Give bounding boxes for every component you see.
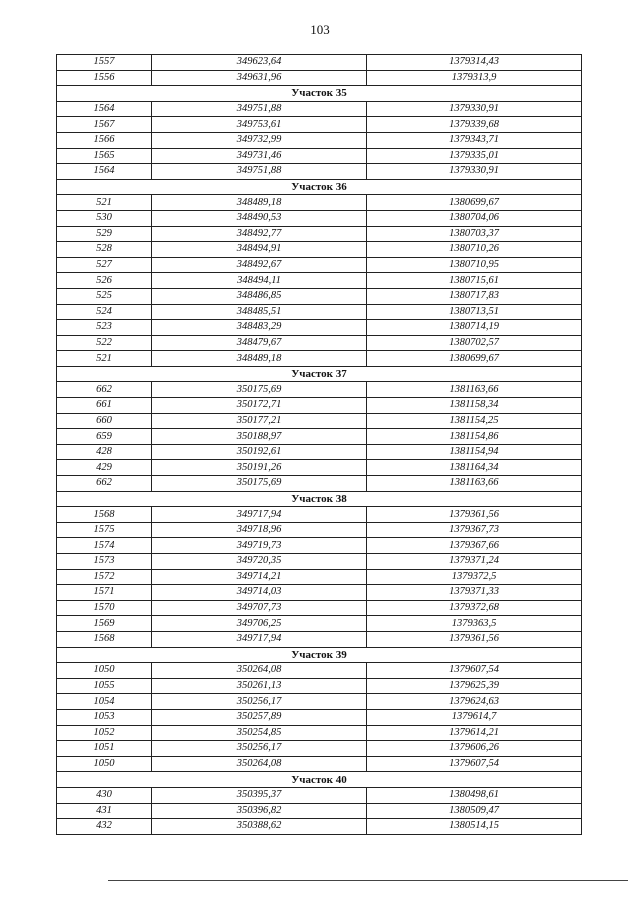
- point-number-cell: 523: [57, 320, 152, 336]
- y-coordinate-cell: 1379367,73: [367, 522, 582, 538]
- y-coordinate-cell: 1379314,43: [367, 55, 582, 71]
- y-coordinate-cell: 1380514,15: [367, 819, 582, 835]
- table-row: [57, 476, 582, 492]
- point-number-cell: 527: [57, 257, 152, 273]
- y-coordinate-cell: 1380699,67: [367, 351, 582, 367]
- section-header-row: [57, 86, 582, 102]
- table-row: [57, 554, 582, 570]
- y-coordinate-cell: 1381154,94: [367, 444, 582, 460]
- table-row: [57, 351, 582, 367]
- x-coordinate-cell: 350188,97: [152, 429, 367, 445]
- point-number-cell: 1050: [57, 756, 152, 772]
- section-title: Участок 39: [57, 647, 582, 663]
- x-coordinate-cell: 350172,71: [152, 398, 367, 414]
- table-row: [57, 787, 582, 803]
- x-coordinate-cell: 350191,26: [152, 460, 367, 476]
- point-number-cell: 524: [57, 304, 152, 320]
- point-number-cell: 1055: [57, 678, 152, 694]
- point-number-cell: 1565: [57, 148, 152, 164]
- y-coordinate-cell: 1379371,33: [367, 585, 582, 601]
- y-coordinate-cell: 1379361,56: [367, 631, 582, 647]
- point-number-cell: 1054: [57, 694, 152, 710]
- table-row: [57, 631, 582, 647]
- point-number-cell: 528: [57, 242, 152, 258]
- x-coordinate-cell: 350396,82: [152, 803, 367, 819]
- coordinates-table-body: [57, 55, 582, 835]
- y-coordinate-cell: 1379372,5: [367, 569, 582, 585]
- point-number-cell: 1564: [57, 101, 152, 117]
- point-number-cell: 1574: [57, 538, 152, 554]
- y-coordinate-cell: 1379371,24: [367, 554, 582, 570]
- table-row: [57, 725, 582, 741]
- y-coordinate-cell: 1381154,86: [367, 429, 582, 445]
- table-row: [57, 70, 582, 86]
- x-coordinate-cell: 350257,89: [152, 709, 367, 725]
- y-coordinate-cell: 1379372,68: [367, 600, 582, 616]
- x-coordinate-cell: 349714,21: [152, 569, 367, 585]
- x-coordinate-cell: 349631,96: [152, 70, 367, 86]
- table-row: [57, 616, 582, 632]
- x-coordinate-cell: 349717,94: [152, 507, 367, 523]
- point-number-cell: 662: [57, 476, 152, 492]
- x-coordinate-cell: 349707,73: [152, 600, 367, 616]
- table-row: [57, 460, 582, 476]
- point-number-cell: 431: [57, 803, 152, 819]
- coordinates-table: [56, 54, 582, 835]
- y-coordinate-cell: 1379625,39: [367, 678, 582, 694]
- x-coordinate-cell: 349714,03: [152, 585, 367, 601]
- y-coordinate-cell: 1380710,26: [367, 242, 582, 258]
- y-coordinate-cell: 1381154,25: [367, 413, 582, 429]
- y-coordinate-cell: 1379606,26: [367, 741, 582, 757]
- y-coordinate-cell: 1379624,63: [367, 694, 582, 710]
- x-coordinate-cell: 348483,29: [152, 320, 367, 336]
- table-row: [57, 694, 582, 710]
- table-row: [57, 288, 582, 304]
- point-number-cell: 1564: [57, 164, 152, 180]
- x-coordinate-cell: 348486,85: [152, 288, 367, 304]
- table-row: [57, 398, 582, 414]
- table-row: [57, 709, 582, 725]
- y-coordinate-cell: 1379335,01: [367, 148, 582, 164]
- point-number-cell: 429: [57, 460, 152, 476]
- table-row: [57, 101, 582, 117]
- x-coordinate-cell: 350261,13: [152, 678, 367, 694]
- table-row: [57, 257, 582, 273]
- table-row: [57, 569, 582, 585]
- section-header-row: [57, 179, 582, 195]
- section-title: Участок 35: [57, 86, 582, 102]
- point-number-cell: 521: [57, 351, 152, 367]
- table-row: [57, 273, 582, 289]
- table-row: [57, 132, 582, 148]
- y-coordinate-cell: 1379361,56: [367, 507, 582, 523]
- x-coordinate-cell: 349732,99: [152, 132, 367, 148]
- point-number-cell: 1567: [57, 117, 152, 133]
- x-coordinate-cell: 350192,61: [152, 444, 367, 460]
- y-coordinate-cell: 1380703,37: [367, 226, 582, 242]
- table-row: [57, 210, 582, 226]
- point-number-cell: 1556: [57, 70, 152, 86]
- x-coordinate-cell: 350177,21: [152, 413, 367, 429]
- section-title: Участок 40: [57, 772, 582, 788]
- table-row: [57, 741, 582, 757]
- point-number-cell: 1557: [57, 55, 152, 71]
- point-number-cell: 1572: [57, 569, 152, 585]
- y-coordinate-cell: 1381164,34: [367, 460, 582, 476]
- y-coordinate-cell: 1380509,47: [367, 803, 582, 819]
- table-row: [57, 320, 582, 336]
- point-number-cell: 1573: [57, 554, 152, 570]
- x-coordinate-cell: 348485,51: [152, 304, 367, 320]
- point-number-cell: 1568: [57, 507, 152, 523]
- x-coordinate-cell: 350264,08: [152, 663, 367, 679]
- x-coordinate-cell: 350254,85: [152, 725, 367, 741]
- bottom-divider: [108, 880, 628, 881]
- table-row: [57, 522, 582, 538]
- y-coordinate-cell: 1379343,71: [367, 132, 582, 148]
- x-coordinate-cell: 348494,11: [152, 273, 367, 289]
- point-number-cell: 430: [57, 787, 152, 803]
- table-row: [57, 413, 582, 429]
- table-row: [57, 756, 582, 772]
- point-number-cell: 659: [57, 429, 152, 445]
- table-row: [57, 195, 582, 211]
- x-coordinate-cell: 348492,67: [152, 257, 367, 273]
- y-coordinate-cell: 1379607,54: [367, 663, 582, 679]
- x-coordinate-cell: 349718,96: [152, 522, 367, 538]
- point-number-cell: 1052: [57, 725, 152, 741]
- point-number-cell: 1566: [57, 132, 152, 148]
- x-coordinate-cell: 349719,73: [152, 538, 367, 554]
- table-row: [57, 663, 582, 679]
- x-coordinate-cell: 348479,67: [152, 335, 367, 351]
- y-coordinate-cell: 1379607,54: [367, 756, 582, 772]
- point-number-cell: 1570: [57, 600, 152, 616]
- x-coordinate-cell: 348492,77: [152, 226, 367, 242]
- table-row: [57, 242, 582, 258]
- section-header-row: [57, 772, 582, 788]
- table-row: [57, 429, 582, 445]
- x-coordinate-cell: 350395,37: [152, 787, 367, 803]
- x-coordinate-cell: 349731,46: [152, 148, 367, 164]
- x-coordinate-cell: 349753,61: [152, 117, 367, 133]
- point-number-cell: 428: [57, 444, 152, 460]
- x-coordinate-cell: 348490,53: [152, 210, 367, 226]
- table-row: [57, 803, 582, 819]
- y-coordinate-cell: 1379367,66: [367, 538, 582, 554]
- x-coordinate-cell: 350264,08: [152, 756, 367, 772]
- point-number-cell: 521: [57, 195, 152, 211]
- point-number-cell: 1051: [57, 741, 152, 757]
- x-coordinate-cell: 349720,35: [152, 554, 367, 570]
- y-coordinate-cell: 1380699,67: [367, 195, 582, 211]
- point-number-cell: 530: [57, 210, 152, 226]
- section-header-row: [57, 647, 582, 663]
- table-row: [57, 507, 582, 523]
- y-coordinate-cell: 1380714,19: [367, 320, 582, 336]
- x-coordinate-cell: 350256,17: [152, 741, 367, 757]
- point-number-cell: 1571: [57, 585, 152, 601]
- table-row: [57, 226, 582, 242]
- y-coordinate-cell: 1381163,66: [367, 476, 582, 492]
- page-number: 103: [310, 22, 330, 37]
- y-coordinate-cell: 1381163,66: [367, 382, 582, 398]
- point-number-cell: 1568: [57, 631, 152, 647]
- x-coordinate-cell: 350388,62: [152, 819, 367, 835]
- y-coordinate-cell: 1380713,51: [367, 304, 582, 320]
- x-coordinate-cell: 348494,91: [152, 242, 367, 258]
- table-row: [57, 819, 582, 835]
- point-number-cell: 1053: [57, 709, 152, 725]
- y-coordinate-cell: 1380710,95: [367, 257, 582, 273]
- y-coordinate-cell: 1380715,61: [367, 273, 582, 289]
- x-coordinate-cell: 349623,64: [152, 55, 367, 71]
- x-coordinate-cell: 349717,94: [152, 631, 367, 647]
- section-title: Участок 36: [57, 179, 582, 195]
- table-row: [57, 444, 582, 460]
- point-number-cell: 660: [57, 413, 152, 429]
- point-number-cell: 526: [57, 273, 152, 289]
- table-row: [57, 600, 582, 616]
- x-coordinate-cell: 348489,18: [152, 195, 367, 211]
- table-row: [57, 335, 582, 351]
- x-coordinate-cell: 349751,88: [152, 101, 367, 117]
- table-row: [57, 678, 582, 694]
- y-coordinate-cell: 1379363,5: [367, 616, 582, 632]
- point-number-cell: 662: [57, 382, 152, 398]
- y-coordinate-cell: 1379330,91: [367, 101, 582, 117]
- y-coordinate-cell: 1379313,9: [367, 70, 582, 86]
- table-row: [57, 382, 582, 398]
- y-coordinate-cell: 1381158,34: [367, 398, 582, 414]
- section-title: Участок 37: [57, 366, 582, 382]
- y-coordinate-cell: 1380717,83: [367, 288, 582, 304]
- point-number-cell: 661: [57, 398, 152, 414]
- x-coordinate-cell: 350175,69: [152, 382, 367, 398]
- point-number-cell: 1050: [57, 663, 152, 679]
- y-coordinate-cell: 1380498,61: [367, 787, 582, 803]
- table-row: [57, 304, 582, 320]
- point-number-cell: 525: [57, 288, 152, 304]
- y-coordinate-cell: 1379339,68: [367, 117, 582, 133]
- x-coordinate-cell: 350175,69: [152, 476, 367, 492]
- x-coordinate-cell: 348489,18: [152, 351, 367, 367]
- point-number-cell: 1569: [57, 616, 152, 632]
- section-title: Участок 38: [57, 491, 582, 507]
- point-number-cell: 522: [57, 335, 152, 351]
- x-coordinate-cell: 349751,88: [152, 164, 367, 180]
- table-row: [57, 117, 582, 133]
- y-coordinate-cell: 1379614,7: [367, 709, 582, 725]
- section-header-row: [57, 491, 582, 507]
- section-header-row: [57, 366, 582, 382]
- point-number-cell: 432: [57, 819, 152, 835]
- point-number-cell: 1575: [57, 522, 152, 538]
- y-coordinate-cell: 1380704,06: [367, 210, 582, 226]
- table-row: [57, 538, 582, 554]
- table-row: [57, 148, 582, 164]
- table-row: [57, 585, 582, 601]
- y-coordinate-cell: 1379330,91: [367, 164, 582, 180]
- table-row: [57, 55, 582, 71]
- x-coordinate-cell: 350256,17: [152, 694, 367, 710]
- point-number-cell: 529: [57, 226, 152, 242]
- x-coordinate-cell: 349706,25: [152, 616, 367, 632]
- y-coordinate-cell: 1380702,57: [367, 335, 582, 351]
- y-coordinate-cell: 1379614,21: [367, 725, 582, 741]
- table-row: [57, 164, 582, 180]
